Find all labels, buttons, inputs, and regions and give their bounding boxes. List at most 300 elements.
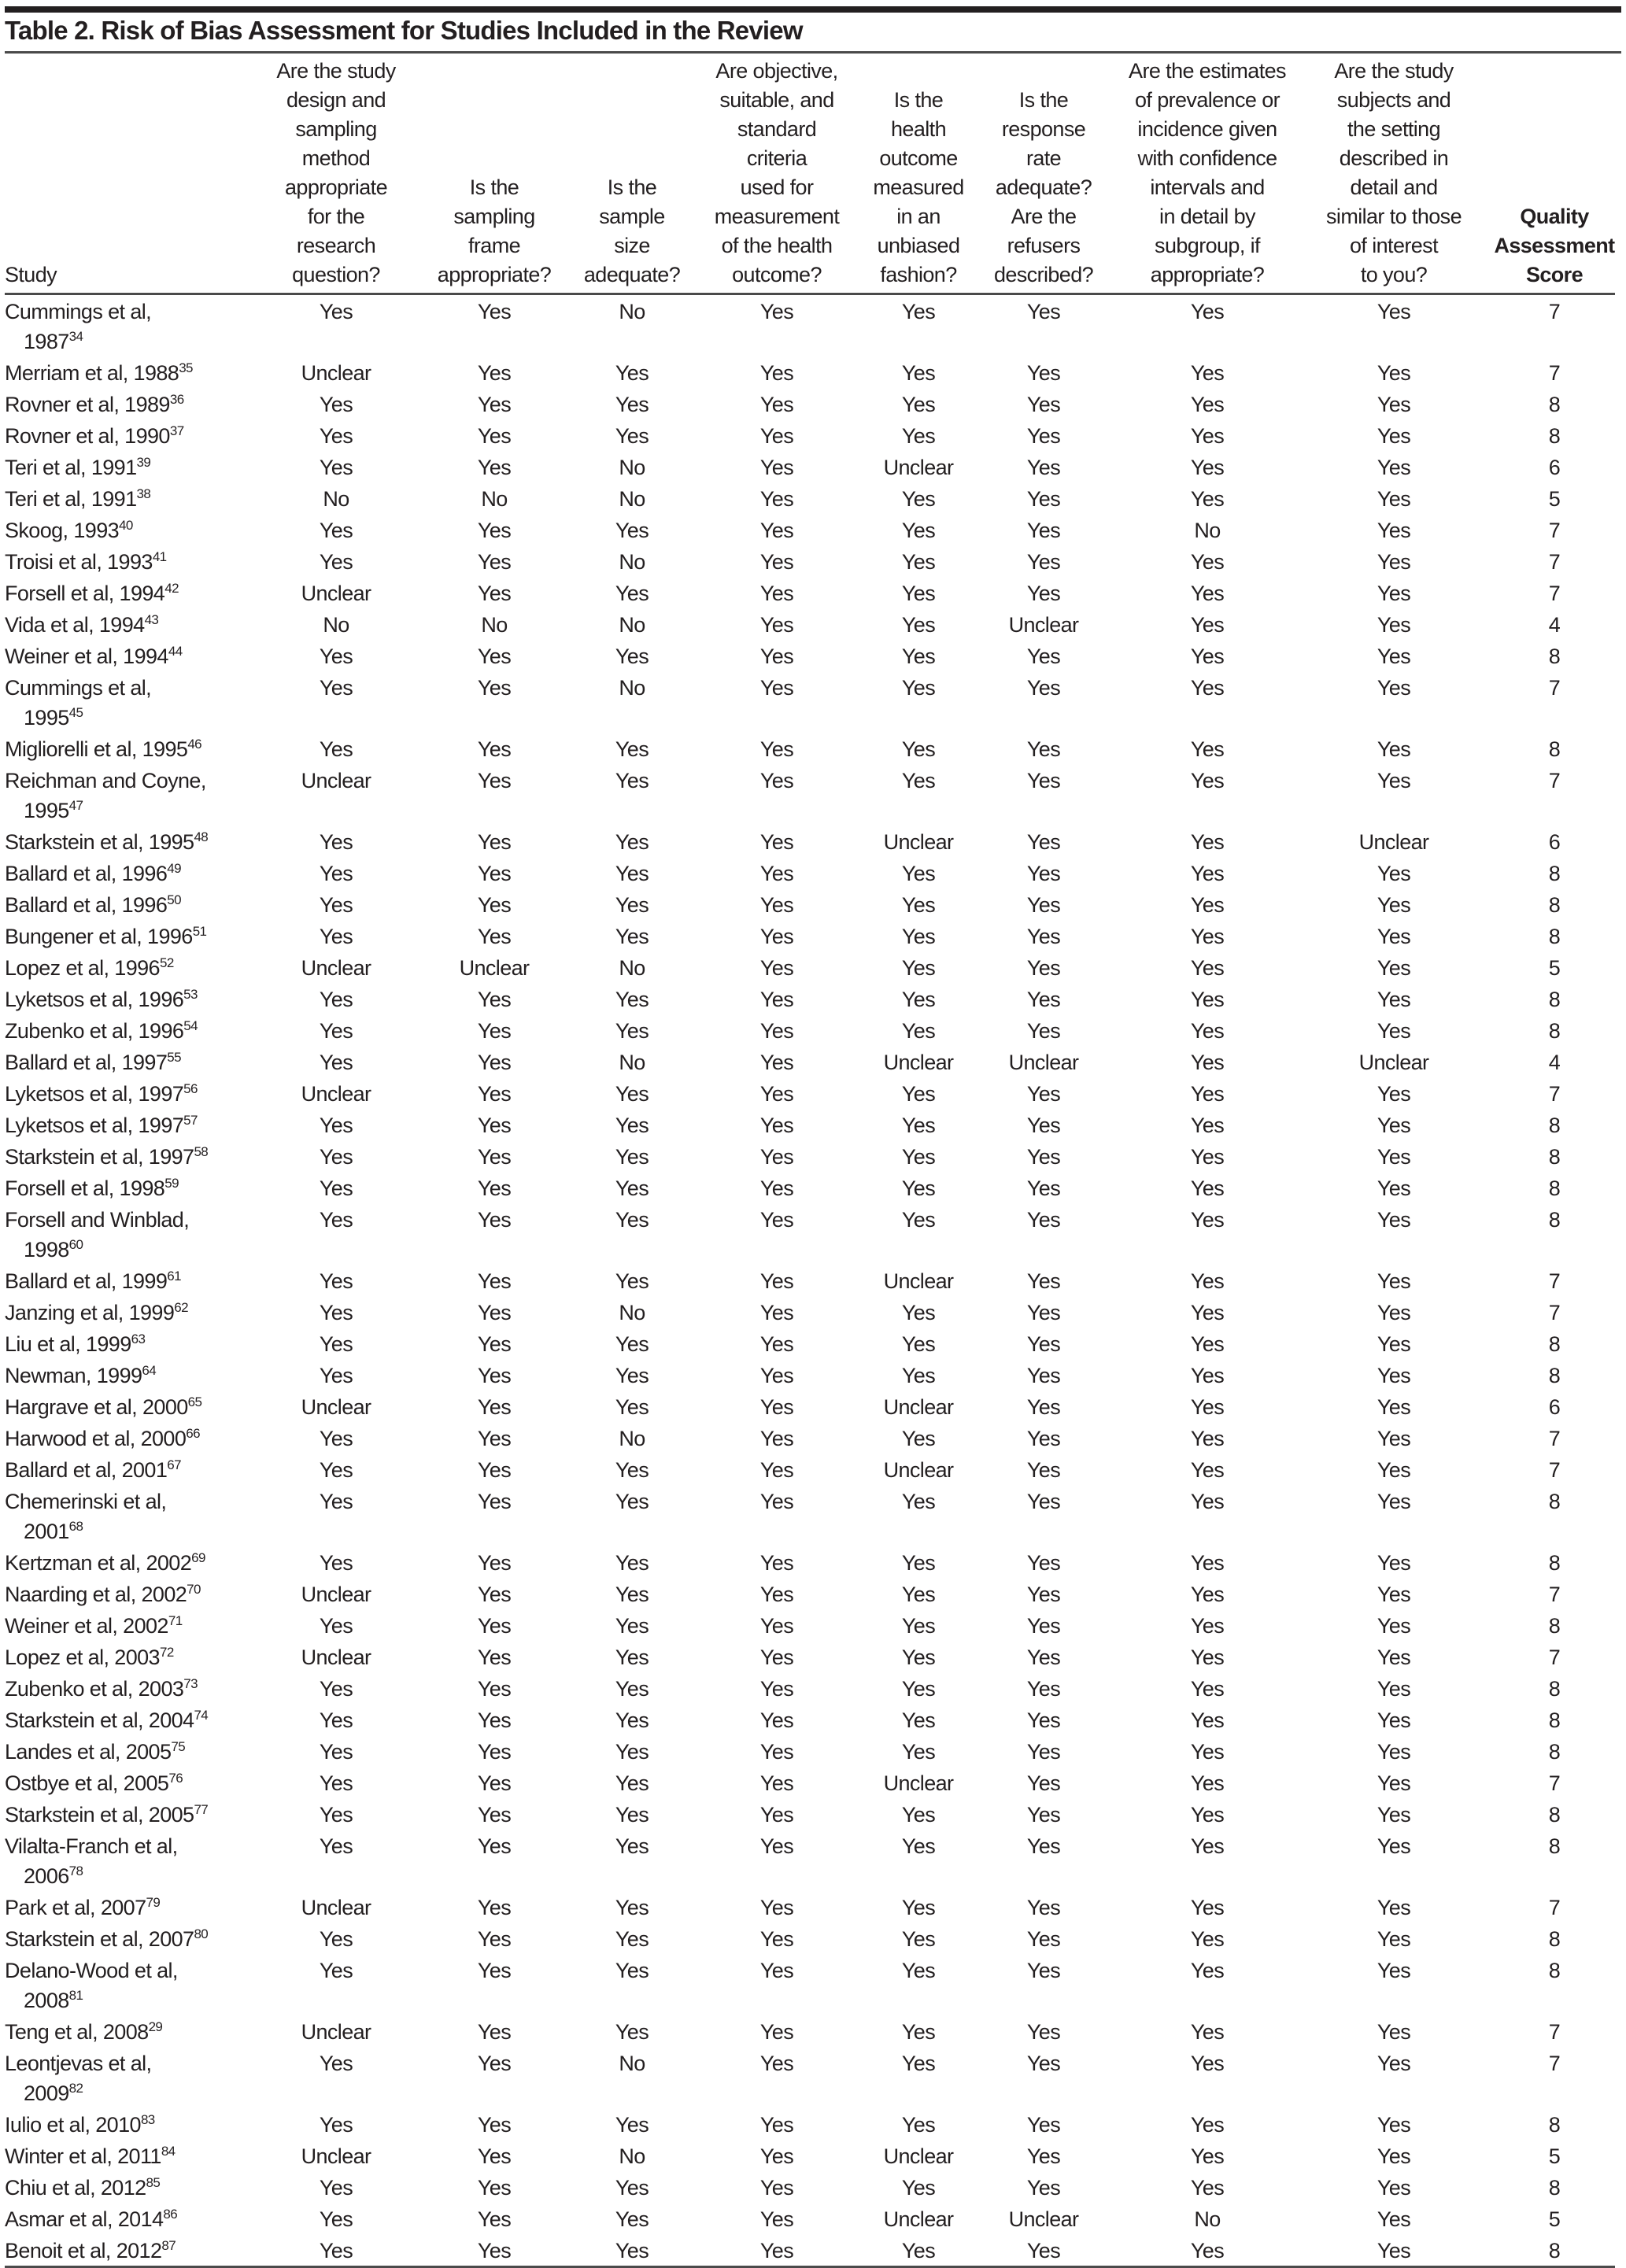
assessment-cell: Yes <box>901 1927 936 1951</box>
reference-number: 35 <box>179 360 193 375</box>
quality-score-cell: 8 <box>1548 424 1561 448</box>
study-name: Ballard et al, 1997 <box>5 1051 168 1074</box>
assessment-cell: Unclear <box>301 1896 371 1919</box>
study-cell <box>5 2108 264 2140</box>
quality-score-cell: 8 <box>1548 925 1561 948</box>
table-row <box>5 451 1615 482</box>
study-name: Zubenko et al, 1996 <box>5 1019 184 1043</box>
assessment-cell: Yes <box>615 1771 649 1795</box>
assessment-cell: Yes <box>1190 925 1225 948</box>
assessment-cell: Yes <box>477 300 512 323</box>
study-cell <box>5 920 264 951</box>
study-cell <box>5 1767 264 1798</box>
assessment-cell: Yes <box>1190 1490 1225 1513</box>
assessment-cell: Yes <box>1190 1332 1225 1356</box>
study-name: Benoit et al, 2012 <box>5 2239 162 2262</box>
assessment-cell: No <box>323 487 349 511</box>
table-row <box>5 1422 1615 1454</box>
assessment-cell: Yes <box>759 1019 794 1043</box>
assessment-cell: Yes <box>759 1145 794 1169</box>
assessment-cell: Yes <box>319 1927 353 1951</box>
assessment-cell: Yes <box>477 645 512 668</box>
assessment-cell: Yes <box>615 1646 649 1669</box>
study-cell <box>5 514 264 545</box>
assessment-cell: Yes <box>1026 1740 1061 1764</box>
assessment-cell: Yes <box>759 1771 794 1795</box>
assessment-cell: Yes <box>759 1395 794 1419</box>
assessment-cell: Yes <box>319 1208 353 1232</box>
quality-score-cell: 7 <box>1548 1082 1561 1106</box>
table-row <box>5 1359 1615 1391</box>
assessment-cell: Unclear <box>1358 1051 1429 1074</box>
assessment-cell: Yes <box>759 1646 794 1669</box>
assessment-cell: Yes <box>615 645 649 668</box>
assessment-cell: Yes <box>966 2234 1121 2267</box>
assessment-cell: Yes <box>477 1803 512 1827</box>
study-cell <box>5 1328 264 1359</box>
assessment-cell: Yes <box>477 2144 512 2168</box>
study-name: Kertzman et al, 2002 <box>5 1551 192 1575</box>
assessment-cell: Yes <box>1190 676 1225 700</box>
assessment-cell: Yes <box>319 1114 353 1137</box>
reference-number: 62 <box>174 1300 188 1315</box>
assessment-cell: Yes <box>1026 2144 1061 2168</box>
study-cell <box>5 764 264 826</box>
assessment-cell: Yes <box>1026 1927 1061 1951</box>
assessment-cell: Unclear <box>301 582 371 605</box>
assessment-cell: Yes <box>901 988 936 1011</box>
assessment-cell: Yes <box>1190 1771 1225 1795</box>
assessment-cell: Yes <box>1026 1959 1061 1982</box>
reference-number: 58 <box>194 1144 209 1159</box>
study-cell <box>5 2047 264 2108</box>
reference-number: 54 <box>183 1018 198 1033</box>
assessment-cell: Yes <box>1377 1145 1411 1169</box>
study-name: Lopez et al, 2003 <box>5 1646 160 1669</box>
assessment-cell: Yes <box>615 1269 649 1293</box>
table-row <box>5 983 1615 1014</box>
study-cell <box>5 951 264 983</box>
assessment-cell: Yes <box>1026 1395 1061 1419</box>
assessment-cell: Yes <box>615 988 649 1011</box>
assessment-cell: Yes <box>901 862 936 885</box>
quality-score-cell: 8 <box>1548 988 1561 1011</box>
assessment-cell: Yes <box>477 1677 512 1701</box>
assessment-cell: Yes <box>1190 1082 1225 1106</box>
study-name: Bungener et al, 1996 <box>5 925 193 948</box>
study-name: Winter et al, 2011 <box>5 2144 161 2168</box>
assessment-cell: Yes <box>477 582 512 605</box>
assessment-cell: Yes <box>319 1051 353 1074</box>
study-name: Rovner et al, 1990 <box>5 424 170 448</box>
assessment-cell: Yes <box>477 1176 512 1200</box>
quality-score-cell: 7 <box>1548 582 1561 605</box>
assessment-cell: Yes <box>901 2113 936 2137</box>
assessment-cell: Yes <box>1190 550 1225 574</box>
assessment-cell: Yes <box>1190 1114 1225 1137</box>
table-row <box>5 356 1615 388</box>
assessment-cell: Yes <box>1190 645 1225 668</box>
assessment-cell: Yes <box>319 300 353 323</box>
assessment-cell: Yes <box>1377 1395 1411 1419</box>
assessment-cell: Yes <box>901 487 936 511</box>
study-cell <box>5 1140 264 1172</box>
study-cell <box>5 545 264 577</box>
assessment-cell: Unclear <box>459 956 530 980</box>
study-cell <box>5 1296 264 1328</box>
table-row <box>5 951 1615 983</box>
quality-score-cell: 7 <box>1548 2052 1561 2075</box>
assessment-cell: Unclear <box>883 830 954 854</box>
reference-number: 43 <box>144 612 159 627</box>
assessment-cell: Yes <box>477 676 512 700</box>
assessment-cell: Yes <box>901 519 936 542</box>
assessment-cell: Unclear <box>301 2020 371 2044</box>
assessment-cell: Yes <box>1190 1427 1225 1450</box>
reference-number: 46 <box>187 737 202 752</box>
reference-number: 87 <box>161 2238 176 2253</box>
assessment-cell: Yes <box>1377 1364 1411 1387</box>
assessment-cell: Yes <box>1190 1145 1225 1169</box>
assessment-cell: Yes <box>1026 361 1061 385</box>
assessment-cell: Unclear <box>301 1583 371 1606</box>
assessment-cell: Yes <box>901 1583 936 1606</box>
assessment-cell: Yes <box>477 1927 512 1951</box>
study-name: Migliorelli et al, 1995 <box>5 737 188 761</box>
quality-score-cell: 8 <box>1548 393 1561 416</box>
quality-score-cell: 8 <box>1548 1677 1561 1701</box>
assessment-cell: Unclear <box>883 1269 954 1293</box>
assessment-cell: Yes <box>477 862 512 885</box>
study-cell <box>5 2140 264 2171</box>
assessment-cell: Yes <box>1377 300 1411 323</box>
assessment-cell: Unclear <box>883 2207 954 2231</box>
assessment-cell: Yes <box>615 1332 649 1356</box>
reference-number: 29 <box>148 2019 163 2034</box>
assessment-cell: No <box>1194 519 1221 542</box>
assessment-cell: Yes <box>759 1301 794 1324</box>
assessment-cell: Yes <box>759 830 794 854</box>
assessment-cell: Yes <box>759 1614 794 1638</box>
assessment-cell: Yes <box>1377 1176 1411 1200</box>
assessment-cell: Yes <box>1026 1427 1061 1450</box>
study-name: Zubenko et al, 2003 <box>5 1677 184 1701</box>
assessment-cell: Yes <box>477 1269 512 1293</box>
assessment-cell: Yes <box>615 2113 649 2137</box>
quality-score-cell: 8 <box>1548 1927 1561 1951</box>
assessment-cell: Unclear <box>1008 1051 1079 1074</box>
assessment-cell: Yes <box>477 1740 512 1764</box>
quality-score-cell: 7 <box>1548 769 1561 792</box>
assessment-cell: Yes <box>1190 2113 1225 2137</box>
quality-score-cell: 8 <box>1548 862 1561 885</box>
study-cell <box>5 1454 264 1485</box>
assessment-cell: Yes <box>319 862 353 885</box>
assessment-cell: Yes <box>759 456 794 479</box>
quality-score-cell: 7 <box>1548 1896 1561 1919</box>
assessment-cell: Yes <box>759 519 794 542</box>
assessment-cell: Yes <box>1026 1082 1061 1106</box>
assessment-cell: Yes <box>264 2234 408 2267</box>
quality-score-cell: 4 <box>1548 613 1561 637</box>
assessment-cell: Yes <box>1026 988 1061 1011</box>
study-name: Troisi et al, 1993 <box>5 550 153 574</box>
quality-score-cell: 8 <box>1548 1959 1561 1982</box>
assessment-cell: Yes <box>1377 2207 1411 2231</box>
assessment-cell: Yes <box>1377 487 1411 511</box>
table-row <box>5 1265 1615 1296</box>
assessment-cell: Yes <box>759 2144 794 2168</box>
assessment-cell: Yes <box>1026 956 1061 980</box>
reference-number: 83 <box>140 2112 155 2127</box>
assessment-cell: Yes <box>477 1145 512 1169</box>
study-cell <box>5 1609 264 1641</box>
assessment-cell: Yes <box>759 2176 794 2200</box>
assessment-cell: Yes <box>901 1208 936 1232</box>
assessment-cell: No <box>619 1301 645 1324</box>
assessment-cell: Yes <box>901 1019 936 1043</box>
assessment-cell: Yes <box>1377 2020 1411 2044</box>
assessment-cell: Yes <box>1026 2052 1061 2075</box>
assessment-cell: Yes <box>477 1051 512 1074</box>
assessment-cell: Yes <box>477 1458 512 1482</box>
assessment-cell: Yes <box>1377 769 1411 792</box>
quality-score-cell: 4 <box>1548 1051 1561 1074</box>
study-name: Landes et al, 2005 <box>5 1740 172 1764</box>
assessment-cell: No <box>619 676 645 700</box>
assessment-cell: Yes <box>477 2113 512 2137</box>
table-row <box>5 1391 1615 1422</box>
table-row <box>5 826 1615 857</box>
study-name: Ballard et al, 1999 <box>5 1269 168 1293</box>
assessment-cell: Yes <box>615 1364 649 1387</box>
assessment-cell: Unclear <box>883 1051 954 1074</box>
assessment-cell: Yes <box>1190 2020 1225 2044</box>
table-row <box>5 1454 1615 1485</box>
assessment-cell: Yes <box>1377 1803 1411 1827</box>
assessment-cell: Yes <box>759 1332 794 1356</box>
table-row <box>5 1014 1615 1046</box>
reference-number: 78 <box>68 1864 83 1878</box>
assessment-cell: Yes <box>1377 393 1411 416</box>
assessment-cell: Yes <box>1377 456 1411 479</box>
assessment-cell: Yes <box>581 2234 683 2267</box>
reference-number: 50 <box>167 892 181 907</box>
table-row <box>5 2203 1615 2234</box>
study-cell <box>5 1578 264 1609</box>
assessment-cell: Yes <box>1190 361 1225 385</box>
assessment-cell: Yes <box>477 1364 512 1387</box>
assessment-cell: Yes <box>1190 956 1225 980</box>
assessment-cell: Yes <box>759 300 794 323</box>
table-row <box>5 1767 1615 1798</box>
table-row <box>5 2015 1615 2047</box>
assessment-cell: Yes <box>759 1176 794 1200</box>
assessment-cell: Yes <box>615 2176 649 2200</box>
table-row <box>5 1077 1615 1109</box>
assessment-cell: Yes <box>1190 424 1225 448</box>
assessment-cell: Yes <box>1190 1583 1225 1606</box>
assessment-cell: Yes <box>759 1269 794 1293</box>
study-cell <box>5 608 264 640</box>
assessment-cell: Yes <box>477 1551 512 1575</box>
assessment-cell: Yes <box>319 1834 353 1858</box>
study-name: Liu et al, 1999 <box>5 1332 131 1356</box>
table-row <box>5 733 1615 764</box>
assessment-cell: Unclear <box>883 1771 954 1795</box>
assessment-cell: Yes <box>1026 300 1061 323</box>
assessment-cell: Yes <box>615 1614 649 1638</box>
quality-score-cell: 8 <box>1548 1740 1561 1764</box>
assessment-cell: Yes <box>615 830 649 854</box>
assessment-cell: Yes <box>759 1927 794 1951</box>
quality-score-cell: 8 <box>1548 1019 1561 1043</box>
risk-of-bias-table <box>5 57 1615 2268</box>
reference-number: 47 <box>68 798 83 813</box>
assessment-cell: Yes <box>1026 1269 1061 1293</box>
reference-number: 34 <box>68 329 83 344</box>
quality-score-cell: 8 <box>1548 2113 1561 2137</box>
assessment-cell: Yes <box>477 456 512 479</box>
reference-number: 61 <box>167 1269 181 1284</box>
table-row <box>5 764 1615 826</box>
quality-score-cell: 5 <box>1548 487 1561 511</box>
quality-score-cell: 7 <box>1548 1771 1561 1795</box>
assessment-cell: Yes <box>901 893 936 917</box>
assessment-cell: Yes <box>1190 1051 1225 1074</box>
assessment-cell: Yes <box>1377 1332 1411 1356</box>
assessment-cell: Yes <box>1190 2144 1225 2168</box>
assessment-cell: Yes <box>319 1301 353 1324</box>
assessment-cell: Yes <box>1377 988 1411 1011</box>
assessment-cell: Yes <box>615 1145 649 1169</box>
assessment-cell: Yes <box>615 1082 649 1106</box>
assessment-cell: Yes <box>759 1803 794 1827</box>
assessment-cell: No <box>619 487 645 511</box>
assessment-cell: Yes <box>477 737 512 761</box>
assessment-cell: Yes <box>759 550 794 574</box>
study-name: Cummings et al, 1995 <box>5 676 152 730</box>
quality-score-cell: 8 <box>1548 1114 1561 1137</box>
assessment-cell: Yes <box>1377 1301 1411 1324</box>
assessment-cell: Yes <box>1190 2052 1225 2075</box>
table-row <box>5 2140 1615 2171</box>
assessment-cell: Yes <box>1190 1551 1225 1575</box>
assessment-cell: Yes <box>1377 2144 1411 2168</box>
assessment-cell: Yes <box>1026 550 1061 574</box>
assessment-cell: Yes <box>1026 487 1061 511</box>
assessment-cell: Yes <box>477 1708 512 1732</box>
column-header-sample-size: Is the sample size adequate? <box>581 57 683 294</box>
assessment-cell: Yes <box>1377 1927 1411 1951</box>
quality-score-cell: 8 <box>1548 1834 1561 1858</box>
assessment-cell: Yes <box>759 1082 794 1106</box>
assessment-cell: Yes <box>1294 2234 1494 2267</box>
table-row <box>5 1704 1615 1735</box>
table-row <box>5 2171 1615 2203</box>
assessment-cell: Yes <box>319 1959 353 1982</box>
table-body <box>5 294 1615 2267</box>
assessment-cell: Yes <box>319 1019 353 1043</box>
column-header-subjects-setting: Are the study subjects and the setting described in detail and similar to those of interest to you? <box>1294 57 1494 294</box>
assessment-cell: Yes <box>1190 2176 1225 2200</box>
assessment-cell: Yes <box>759 1740 794 1764</box>
assessment-cell: Yes <box>319 676 353 700</box>
study-cell <box>5 2171 264 2203</box>
reference-number: 41 <box>152 549 167 564</box>
table-row <box>5 482 1615 514</box>
assessment-cell: Yes <box>1026 1458 1061 1482</box>
assessment-cell: Yes <box>615 1208 649 1232</box>
assessment-cell: Yes <box>759 393 794 416</box>
assessment-cell: Yes <box>901 582 936 605</box>
assessment-cell: Yes <box>1026 1803 1061 1827</box>
assessment-cell: Yes <box>1377 1583 1411 1606</box>
study-cell <box>5 1265 264 1296</box>
quality-score-cell: 7 <box>1548 1646 1561 1669</box>
assessment-cell: Yes <box>615 424 649 448</box>
quality-score-cell: 8 <box>1548 1145 1561 1169</box>
assessment-cell: Yes <box>319 893 353 917</box>
assessment-cell: Yes <box>1190 893 1225 917</box>
assessment-cell: Yes <box>1026 1646 1061 1669</box>
assessment-cell: Yes <box>319 550 353 574</box>
reference-number: 81 <box>68 1988 83 2003</box>
quality-score-cell: 5 <box>1548 2207 1561 2231</box>
quality-score-cell: 8 <box>1548 2176 1561 2200</box>
assessment-cell: Yes <box>615 1551 649 1575</box>
study-name: Weiner et al, 2002 <box>5 1614 168 1638</box>
study-name: Cummings et al, 1987 <box>5 300 152 353</box>
assessment-cell: Yes <box>759 1708 794 1732</box>
assessment-cell: Yes <box>615 893 649 917</box>
reference-number: 36 <box>169 392 184 407</box>
reference-number: 75 <box>171 1739 186 1754</box>
table-row <box>5 1203 1615 1265</box>
assessment-cell: Yes <box>759 769 794 792</box>
assessment-cell: Yes <box>615 1803 649 1827</box>
assessment-cell: Yes <box>1026 1896 1061 1919</box>
assessment-cell: Yes <box>1377 1959 1411 1982</box>
quality-score-cell: 8 <box>1548 1208 1561 1232</box>
assessment-cell: Yes <box>477 1427 512 1450</box>
assessment-cell: Yes <box>477 2020 512 2044</box>
assessment-cell: Yes <box>477 361 512 385</box>
assessment-cell: Yes <box>901 2052 936 2075</box>
table-row <box>5 1296 1615 1328</box>
assessment-cell: Yes <box>1026 1677 1061 1701</box>
assessment-cell: Yes <box>1190 1927 1225 1951</box>
table-row <box>5 920 1615 951</box>
quality-score-cell: 7 <box>1548 1458 1561 1482</box>
assessment-cell: Yes <box>901 1427 936 1450</box>
assessment-cell: Yes <box>759 1583 794 1606</box>
study-cell <box>5 1830 264 1891</box>
assessment-cell: Yes <box>901 1082 936 1106</box>
assessment-cell: Yes <box>1026 645 1061 668</box>
assessment-cell: Yes <box>759 1114 794 1137</box>
study-cell <box>5 1546 264 1578</box>
study-cell <box>5 1672 264 1704</box>
study-cell <box>5 826 264 857</box>
study-name: Reichman and Coyne, 1995 <box>5 769 206 822</box>
assessment-cell: Yes <box>477 393 512 416</box>
study-cell <box>5 2015 264 2047</box>
assessment-cell: Yes <box>477 1771 512 1795</box>
table-row <box>5 1923 1615 1954</box>
assessment-cell: Yes <box>901 613 936 637</box>
assessment-cell: Yes <box>1190 1269 1225 1293</box>
